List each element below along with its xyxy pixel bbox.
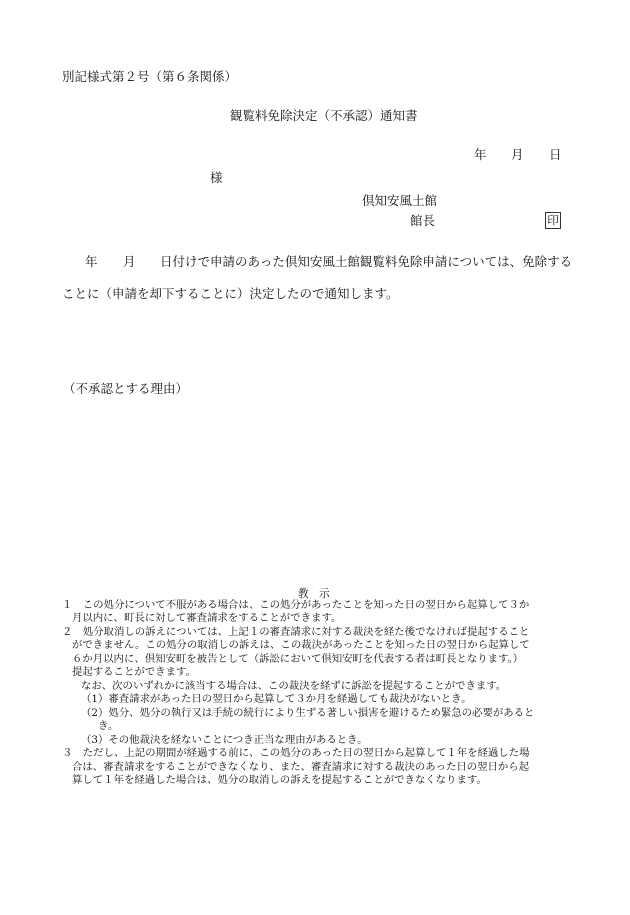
date-month: 月 — [511, 147, 524, 162]
addressee-suffix: 様 — [210, 170, 223, 185]
issuer-position: 館長 — [410, 213, 436, 228]
notice-line: なお、次のいずれかに該当する場合は、この裁決を経ずに訴訟を提起することができます。 — [81, 680, 507, 692]
date-year: 年 — [474, 147, 487, 162]
notice-heading: 教 示 — [298, 588, 330, 600]
notice-line: き。 — [98, 720, 119, 732]
seal-mark: 印 — [545, 212, 561, 229]
notice-line: （1）審査請求があった日の翌日から起算して３か月を経過しても裁決がないとき。 — [81, 693, 472, 705]
notice-line: （2）処分、処分の執行又は手続の続行により生ずる著しい損害を避けるため緊急の必要があると — [81, 707, 535, 719]
reason-heading: （不承認とする理由） — [63, 381, 189, 396]
notice-line: ２ 処分取消しの訴えについては、上記１の審査請求に対する裁決を経た後でなければ提起すること — [62, 626, 530, 638]
notice-line: １ この処分について不服がある場合は、この処分があったことを知った日の翌日から起算して３か — [62, 599, 530, 611]
notice-line: （3）その他裁決を経ないことにつき正当な理由があるとき。 — [81, 734, 368, 746]
notice-line: 算して１年を経過した場合は、処分の取消しの訴えを提起することができなくなります。 — [72, 774, 487, 786]
body-line-2: ことに（申請を却下することに）決定したので通知します。 — [62, 286, 399, 301]
seal-box — [545, 209, 561, 229]
date-day: 日 — [549, 147, 562, 162]
notice-line: ３ ただし、上記の期間が経過する前に、この処分のあった日の翌日から起算して１年を経過した場 — [62, 747, 530, 759]
body-month: 月 — [123, 254, 136, 269]
issuer-org: 倶知安風土館 — [362, 193, 438, 208]
notice-line: 合は、審査請求をすることができなくなり、また、審査請求に対する裁決のあった日の翌日から起 — [72, 761, 530, 773]
body-rest: 日付けで申請のあった倶知安風土館観覧料免除申請については、免除する — [160, 254, 573, 269]
body-year: 年 — [85, 254, 98, 269]
document-title: 観覧料免除決定（不承認）通知書 — [230, 108, 418, 123]
notice-line: 提起することができます。 — [72, 666, 196, 678]
notice-line: 月以内に、町長に対して審査請求をすることができます。 — [72, 612, 342, 624]
notice-line: ができません。この処分の取消しの訴えは、この裁決があったことを知った日の翌日から起算して — [72, 639, 530, 651]
form-id: 別記様式第２号（第６条関係） — [62, 69, 238, 84]
notice-line: ６か月以内に、倶知安町を被告として（訴訟において倶知安町を代表する者は町長となります。） — [72, 653, 524, 665]
